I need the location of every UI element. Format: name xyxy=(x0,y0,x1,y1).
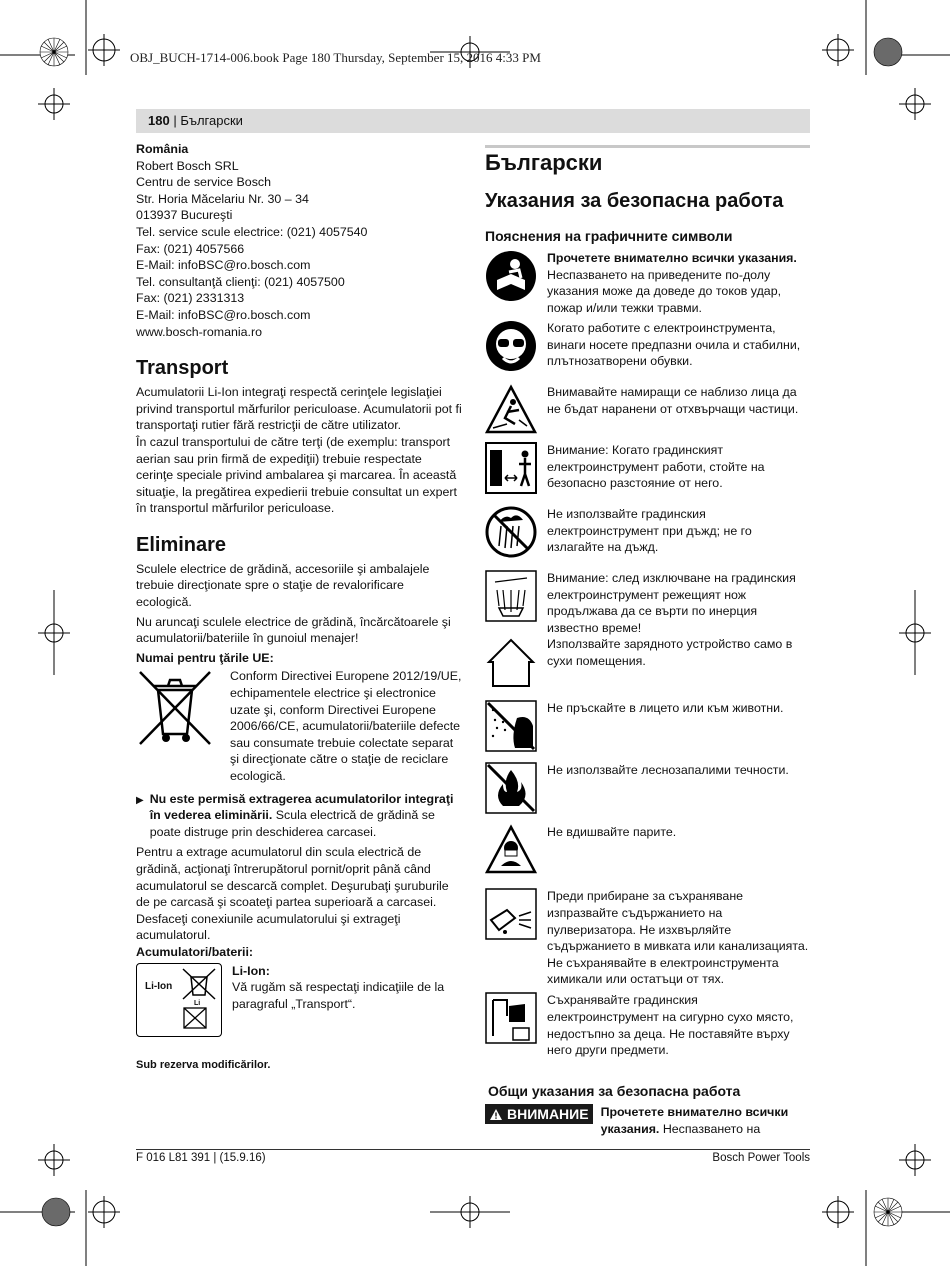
indoor-charger-icon xyxy=(485,636,537,688)
symbol-row xyxy=(485,700,810,762)
symbol-description-text: Не пръскайте в лицето или към животни. xyxy=(547,701,784,716)
address-block xyxy=(136,158,462,341)
symbol-description xyxy=(547,570,810,636)
safety-title: Указания за безопасна работа xyxy=(485,190,784,212)
liion-badge: Li-Ion xyxy=(145,980,173,992)
address-line: Str. Horia Măcelariu Nr. 30 – 34 xyxy=(136,191,309,206)
symbol-row xyxy=(485,636,810,700)
symbol-row xyxy=(485,250,810,320)
warning-badge-label: ВНИМАНИЕ xyxy=(507,1106,589,1123)
address-line: Tel. consultanţă clienţi: (021) 4057500 xyxy=(136,274,345,289)
warning-triangle-icon xyxy=(489,1108,503,1121)
footer-rule xyxy=(136,1149,810,1150)
liion-text: Vă rugăm să respectaţi indicaţiile de la paragraful „Transport“. xyxy=(232,980,445,1011)
no-inhale-icon xyxy=(485,824,537,876)
title-rule xyxy=(485,145,810,148)
address-line: Tel. service scule electrice: (021) 4057540 xyxy=(136,224,368,239)
print-slug: OBJ_BUCH-1714-006.book Page 180 Thursday, September 15, 2016 4:33 PM xyxy=(130,50,541,65)
liion-symbol xyxy=(136,963,222,1037)
general-warning-row xyxy=(485,1104,810,1137)
right-column xyxy=(485,141,810,1138)
symbol-row xyxy=(485,762,810,824)
transport-text: Acumulatorii Li-Ion integraţi respectă cerinţele legislaţiei privind transportul mărfurilor periculoase. Acumulatorii pot fi transportaţi rutier fără restricţii de către utilizator. xyxy=(136,385,462,433)
symbol-description xyxy=(547,250,810,320)
flying-debris-icon xyxy=(485,384,537,436)
extraction-warning-rest: Scula electrică de grădină se poate distruge prin deschiderea carcasei. xyxy=(149,808,435,839)
crossed-bin-icon xyxy=(136,668,214,748)
general-warning-rest: Неспазването на xyxy=(659,1121,761,1136)
symbol-description xyxy=(547,762,810,824)
symbol-row xyxy=(485,992,810,1062)
warning-badge xyxy=(485,1104,593,1124)
symbols-title: Пояснения на графичните символи xyxy=(485,228,733,244)
symbol-row xyxy=(485,442,810,506)
safe-distance-icon xyxy=(485,442,537,494)
extraction-warning xyxy=(136,791,462,841)
elimination-text-2: Nu aruncaţi sculele electrice de grădină, încărcătoarele şi acumulatorii/bateriile în gunoiul menajer! xyxy=(136,614,451,646)
empty-sprayer-icon xyxy=(485,888,537,940)
symbol-description xyxy=(547,506,810,570)
liion-info xyxy=(232,963,462,1037)
elimination-text-1: Sculele electrice de grădină, accesoriile şi ambalajele trebuie direcţionate spre o staţie de revalorificare ecologică. xyxy=(136,561,430,610)
address-line: www.bosch-romania.ro xyxy=(136,324,263,339)
no-rain-icon xyxy=(485,506,537,558)
symbol-row xyxy=(485,320,810,384)
symbol-description-text: Когато работите с електроинструмента, винаги носете предпазни очила и стабилни, плътнозатворени обувки. xyxy=(547,321,801,369)
eu-directive-text: Conform Directivei Europene 2012/19/UE, echipamentele electrice şi electronice uzate şi, conform Directivei Europene 2006/66/CE, acumulatorii/bateriile defecte sau consumate trebuie colectate separat şi direcţionate către o staţie de reciclare ecologică. xyxy=(230,669,462,783)
symbol-description xyxy=(547,636,810,700)
symbol-description xyxy=(547,700,810,762)
country-title: România xyxy=(136,142,189,156)
symbol-description-text: Внимание: Когато градинският електроинструмент работи, стойте на безопасно разстояние от него. xyxy=(547,443,765,491)
recycle-bin-icon xyxy=(182,1006,208,1030)
reserve-note: Sub rezerva modificărilor. xyxy=(136,1058,271,1071)
symbol-description xyxy=(547,992,810,1062)
address-line: 013937 Bucureşti xyxy=(136,208,233,223)
rotating-blade-icon xyxy=(485,570,537,622)
symbol-row xyxy=(485,824,810,888)
symbol-description-text: Използвайте зарядното устройство само в сухи помещения. xyxy=(547,637,793,668)
footer-brand: Bosch Power Tools xyxy=(712,1152,810,1164)
symbol-row xyxy=(485,384,810,442)
symbol-row xyxy=(485,570,810,636)
liion-row xyxy=(136,963,462,1037)
language-title: Български xyxy=(485,150,603,175)
extract-instructions: Pentru a extrage acumulatorul din scula electrică de grădină, acţionaţi întrerupătorul pornit/oprit până când acumulatorul se descarcă complet. Deşurubaţi şuruburile de pe carcasă şi scoateţi partea superioară a carcasei. Desfaceţi conexiunile acumulatorului şi extrageţi acumulatorul. xyxy=(136,845,449,943)
symbols-list xyxy=(485,250,810,1062)
symbol-description-text: Не използвайте леснозапалими течности. xyxy=(547,763,789,778)
address-line: Fax: (021) 4057566 xyxy=(136,241,245,256)
transport-text-2: În cazul transportului de către terţi (de exemplu: transport aerian sau prin firmă de expediţii) trebuie respectate cerinţe speciale privind ambalarea şi marcarea. În această situaţie, la pregătirea expedierii trebuie consultat un expert în transportul mărfurilor periculoase. xyxy=(136,434,457,516)
liion-label: Li-Ion: xyxy=(232,963,270,978)
symbol-description-bold: Прочетете внимателно всички указания. xyxy=(547,251,797,265)
extraction-warning-bold: Nu este permisă extragerea acumulatorilor integraţi în vederea eliminării. xyxy=(149,791,454,823)
symbol-description-text: Не вдишвайте парите. xyxy=(547,825,677,840)
symbol-description-text: Не използвайте градинския електроинструмент при дъжд; не го излагайте на дъжд. xyxy=(547,507,752,555)
left-column xyxy=(136,141,462,1073)
transport-title: Transport xyxy=(136,357,229,380)
header-section: Български xyxy=(180,113,243,128)
address-line: E-Mail: infoBSC@ro.bosch.com xyxy=(136,258,311,273)
symbol-description xyxy=(547,442,810,506)
symbol-row xyxy=(485,888,810,992)
symbol-description-text: Внимание: след изключване на градинския електроинструмент режещият нож продължава да се върти по инерция известно време! xyxy=(547,571,796,635)
symbol-description-text: Преди прибиране за съхраняване изпразвайте съдържанието на пулверизатора. Не изхвърляйте съдържанието в мивката или канализацията. Не съхранявайте в електроинструмента химикали или остатъци от тях. xyxy=(547,889,809,987)
goggles-icon xyxy=(485,320,537,372)
symbol-description-text: Съхранявайте градинския електроинструмент на сигурно сухо място, недостъпно за деца. Не поставяйте върху него други предмети. xyxy=(547,993,794,1058)
address-line: Fax: (021) 2331313 xyxy=(136,291,245,306)
symbol-description-text: Внимавайте намиращи се наблизо лица да не бъдат наранени от отхвърчащи частици. xyxy=(547,385,799,416)
weee-row xyxy=(136,668,462,784)
symbol-description xyxy=(547,384,810,442)
page-number: 180 xyxy=(148,113,170,128)
symbol-description xyxy=(547,888,810,992)
symbol-description xyxy=(547,320,810,384)
address-line: Robert Bosch SRL xyxy=(136,158,239,173)
general-safety-title: Общи указания за безопасна работа xyxy=(488,1083,741,1100)
elimination-title: Eliminare xyxy=(136,533,227,556)
address-line: Centru de service Bosch xyxy=(136,175,271,190)
general-warning-bold: Прочетете внимателно всички указания. xyxy=(600,1105,789,1136)
symbol-row xyxy=(485,506,810,570)
address-line: E-Mail: infoBSC@ro.bosch.com xyxy=(136,307,311,322)
symbol-description xyxy=(547,824,810,888)
li-small-label: Li xyxy=(194,999,201,1007)
bullet-arrow-icon: ▶ xyxy=(136,794,144,806)
eu-only-label: Numai pentru ţările UE: xyxy=(136,650,274,665)
symbol-description-text: Неспазването на приведените по-долу указания може да доведе до токов удар, пожар и/или тежки травми. xyxy=(547,267,782,315)
flammable-icon xyxy=(485,762,537,814)
read-manual-icon xyxy=(485,250,537,302)
page-header: 180 | Български xyxy=(136,109,810,133)
footer-code: F 016 L81 391 | (15.9.16) xyxy=(136,1152,266,1164)
storage-icon xyxy=(485,992,537,1044)
no-spray-face-icon xyxy=(485,700,537,752)
batteries-label: Acumulatori/baterii: xyxy=(136,944,254,959)
